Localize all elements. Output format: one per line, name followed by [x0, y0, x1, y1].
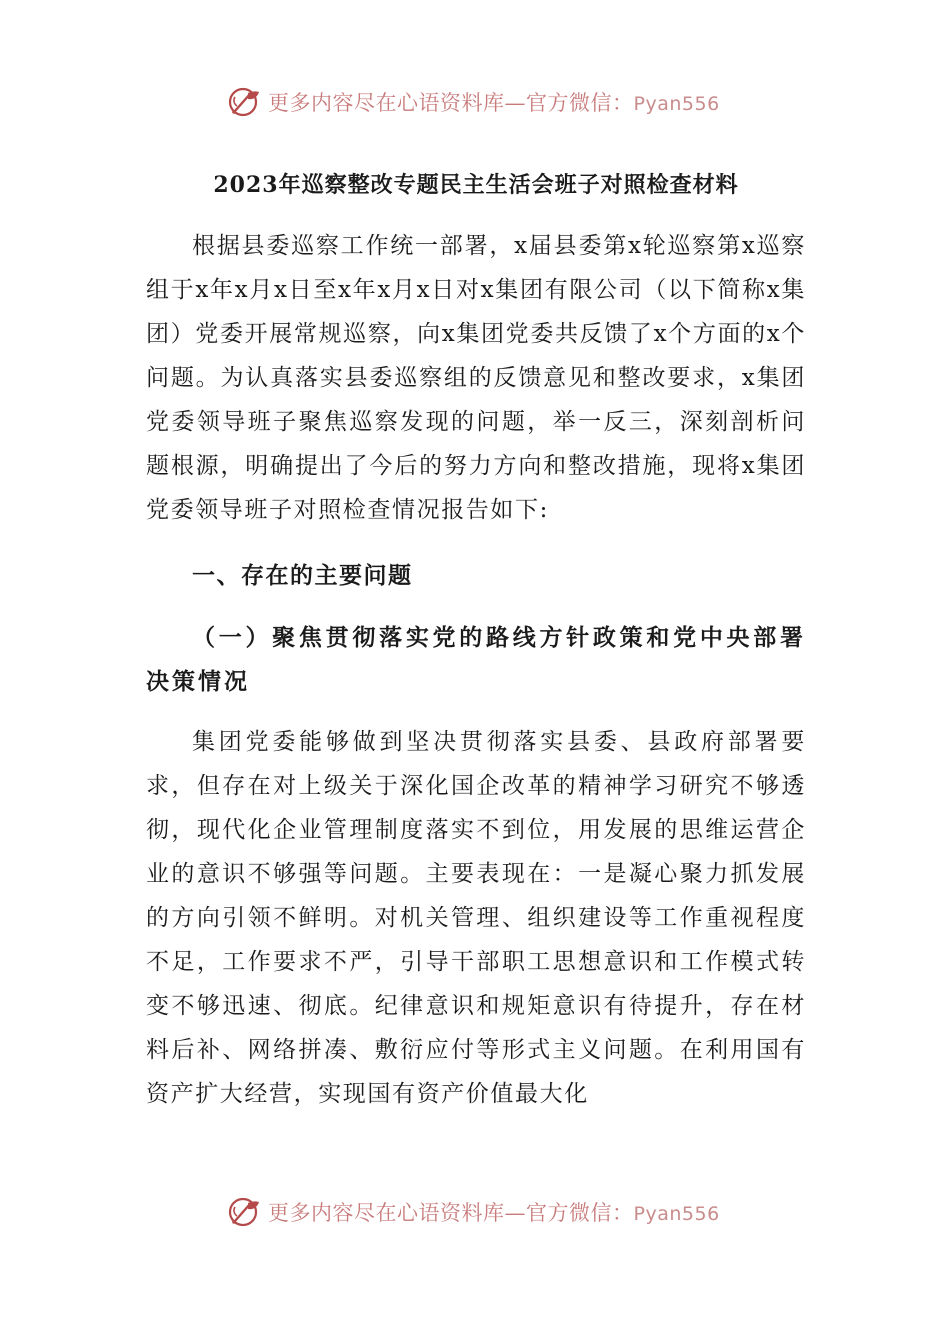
watermark-banner-bottom [226, 1192, 726, 1232]
section-heading: 一、存在的主要问题 [192, 562, 413, 589]
pen-and-leaf-logo-icon [226, 1194, 262, 1230]
body-paragraph: 集团党委能够做到坚决贯彻落实县委、县政府部署要求，但存在对上级关于深化国企改革的精神学习研究不够透彻，现代化企业管理制度落实不到位，用发展的思维运营企业的意识不够强等问题。主要表现在：一是凝心聚力抓发展的方向引领不鲜明。对机关管理、组织建设等工作重视程度不足，工作要求不严，引导干部职工思想意识和工作模式转变不够迅速、彻底。纪律意识和规矩意识有待提升，存在材料后补、网络拼凑、敷衍应付等形式主义问题。在利用国有资产扩大经营，实现国有资产价值最大化 [146, 729, 806, 1107]
intro-paragraph: 根据县委巡察工作统一部署，x届县委第x轮巡察第x巡察组于x年x月x日至x年x月x日对x集团有限公司（以下简称x集团）党委开展常规巡察，向x集团党委共反馈了x个方面的x个问题。为认真落实县委巡察组的反馈意见和整改要求，x集团党委领导班子聚焦巡察发现的问题，举一反三，深刻剖析问题根源，明确提出了今后的努力方向和整改措施，现将x集团党委领导班子对照检查情况报告如下: [146, 233, 806, 523]
document-title: 2023年巡察整改专题民主生活会班子对照检查材料 [213, 172, 739, 198]
watermark-text: 更多内容尽在心语资料库—官方微信：Pyan556 [268, 1201, 720, 1225]
pen-and-leaf-logo-icon [226, 84, 262, 120]
wechat-id: Pyan556 [633, 1203, 720, 1225]
document-body [146, 166, 806, 1116]
wechat-id: Pyan556 [633, 93, 720, 115]
watermark-banner-top [226, 82, 726, 122]
watermark-text: 更多内容尽在心语资料库—官方微信：Pyan556 [268, 91, 720, 115]
subsection-heading: （一）聚焦贯彻落实党的路线方针政策和党中央部署决策情况 [146, 624, 806, 695]
